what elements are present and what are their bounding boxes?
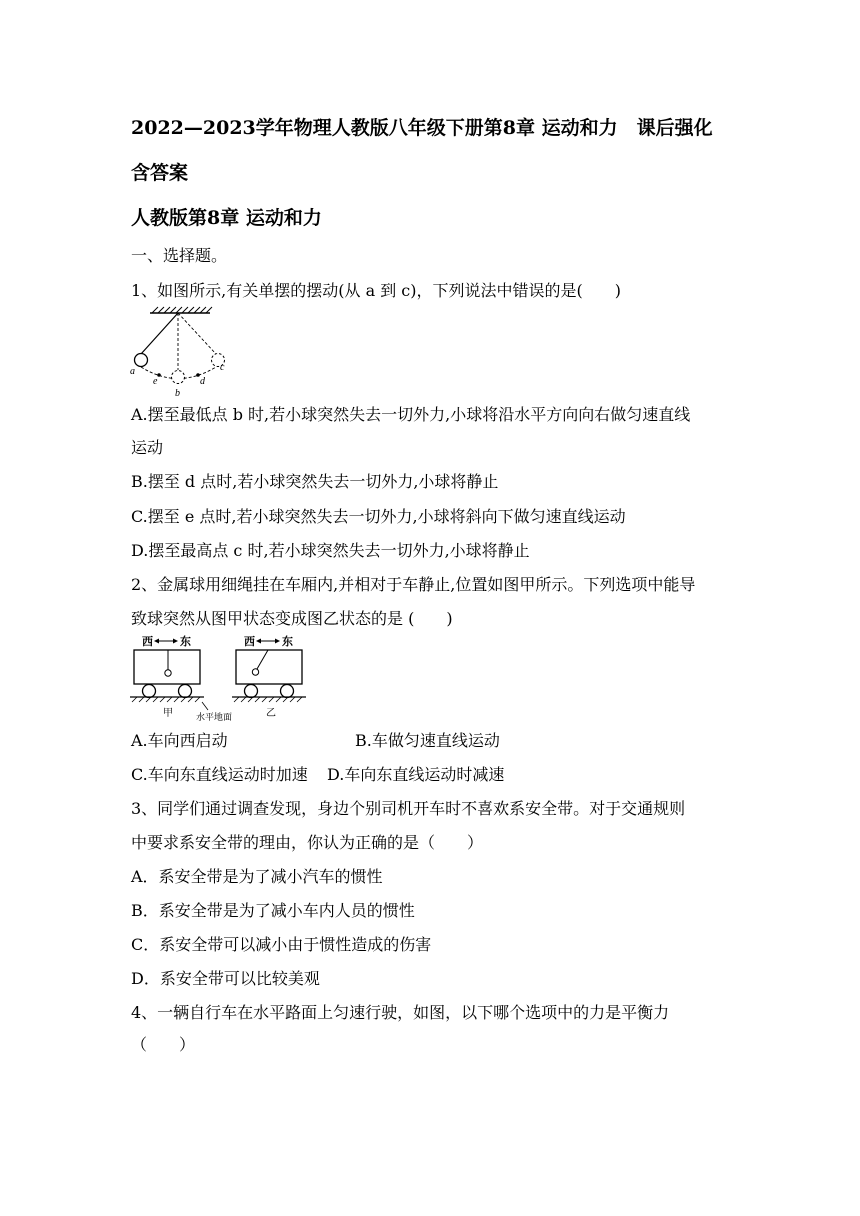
label-e: e: [153, 376, 158, 387]
q2-option-b: B.车做匀速直线运动: [355, 731, 500, 750]
part-heading: 一、选择题。: [131, 246, 228, 265]
q3-stem-line-1: 3、同学们通过调查发现，身边个别司机开车时不喜欢系安全带。对于交通规则: [131, 799, 686, 818]
q4-stem-line-2: （ ）: [131, 1035, 196, 1054]
q2-stem-line-2: 致球突然从图甲状态变成图乙状态的是 ( ): [131, 609, 453, 628]
label-west-jia: 西: [142, 635, 153, 648]
q3-option-d: D．系安全带可以比较美观: [131, 969, 320, 988]
q1-option-a-line-1: A.摆至最低点 b 时,若小球突然失去一切外力,小球将沿水平方向向右做匀速直线: [131, 405, 691, 424]
q1-stem: 1、如图所示,有关单摆的摆动(从 a 到 c)，下列说法中错误的是( ): [131, 281, 621, 300]
document-title-line-2: 含答案: [131, 162, 189, 184]
q3-option-c: C．系安全带可以减小由于惯性造成的伤害: [131, 935, 432, 954]
q2-option-d: D.车向东直线运动时减速: [327, 765, 505, 784]
q1-option-d: D.摆至最高点 c 时,若小球突然失去一切外力,小球将静止: [131, 541, 530, 560]
section-heading: 人教版第8章 运动和力: [131, 207, 322, 229]
label-a: a: [130, 366, 135, 377]
q1-option-a-line-2: 运动: [131, 438, 164, 457]
label-d: d: [200, 376, 205, 387]
q3-option-a: A．系安全带是为了减小汽车的惯性: [131, 867, 383, 886]
label-b: b: [175, 388, 180, 398]
q1-option-c: C.摆至 e 点时,若小球突然失去一切外力,小球将斜向下做匀速直线运动: [131, 507, 626, 526]
label-ground: 水平地面: [196, 713, 233, 722]
label-east-yi: 东: [282, 635, 293, 648]
train-car-figure: [128, 630, 312, 722]
q3-stem-line-2: 中要求系安全带的理由，你认为正确的是（ ）: [131, 833, 484, 852]
label-west-yi: 西: [244, 635, 255, 648]
label-jia: 甲: [163, 708, 173, 719]
document-title-line-1: 2022—2023学年物理人教版八年级下册第8章 运动和力 课后强化: [131, 117, 713, 139]
label-east-jia: 东: [180, 635, 191, 648]
q2-option-a: A.车向西启动: [131, 731, 228, 750]
label-c: c: [220, 362, 225, 373]
q2-option-c: C.车向东直线运动时加速: [131, 765, 308, 784]
pendulum-figure: [128, 306, 240, 398]
q4-stem-line-1: 4、一辆自行车在水平路面上匀速行驶，如图，以下哪个选项中的力是平衡力: [131, 1003, 670, 1022]
q1-option-b: B.摆至 d 点时,若小球突然失去一切外力,小球将静止: [131, 472, 499, 491]
q2-stem-line-1: 2、金属球用细绳挂在车厢内,并相对于车静止,位置如图甲所示。下列选项中能导: [131, 575, 696, 594]
label-yi: 乙: [266, 708, 276, 719]
q3-option-b: B．系安全带是为了减小车内人员的惯性: [131, 901, 415, 920]
